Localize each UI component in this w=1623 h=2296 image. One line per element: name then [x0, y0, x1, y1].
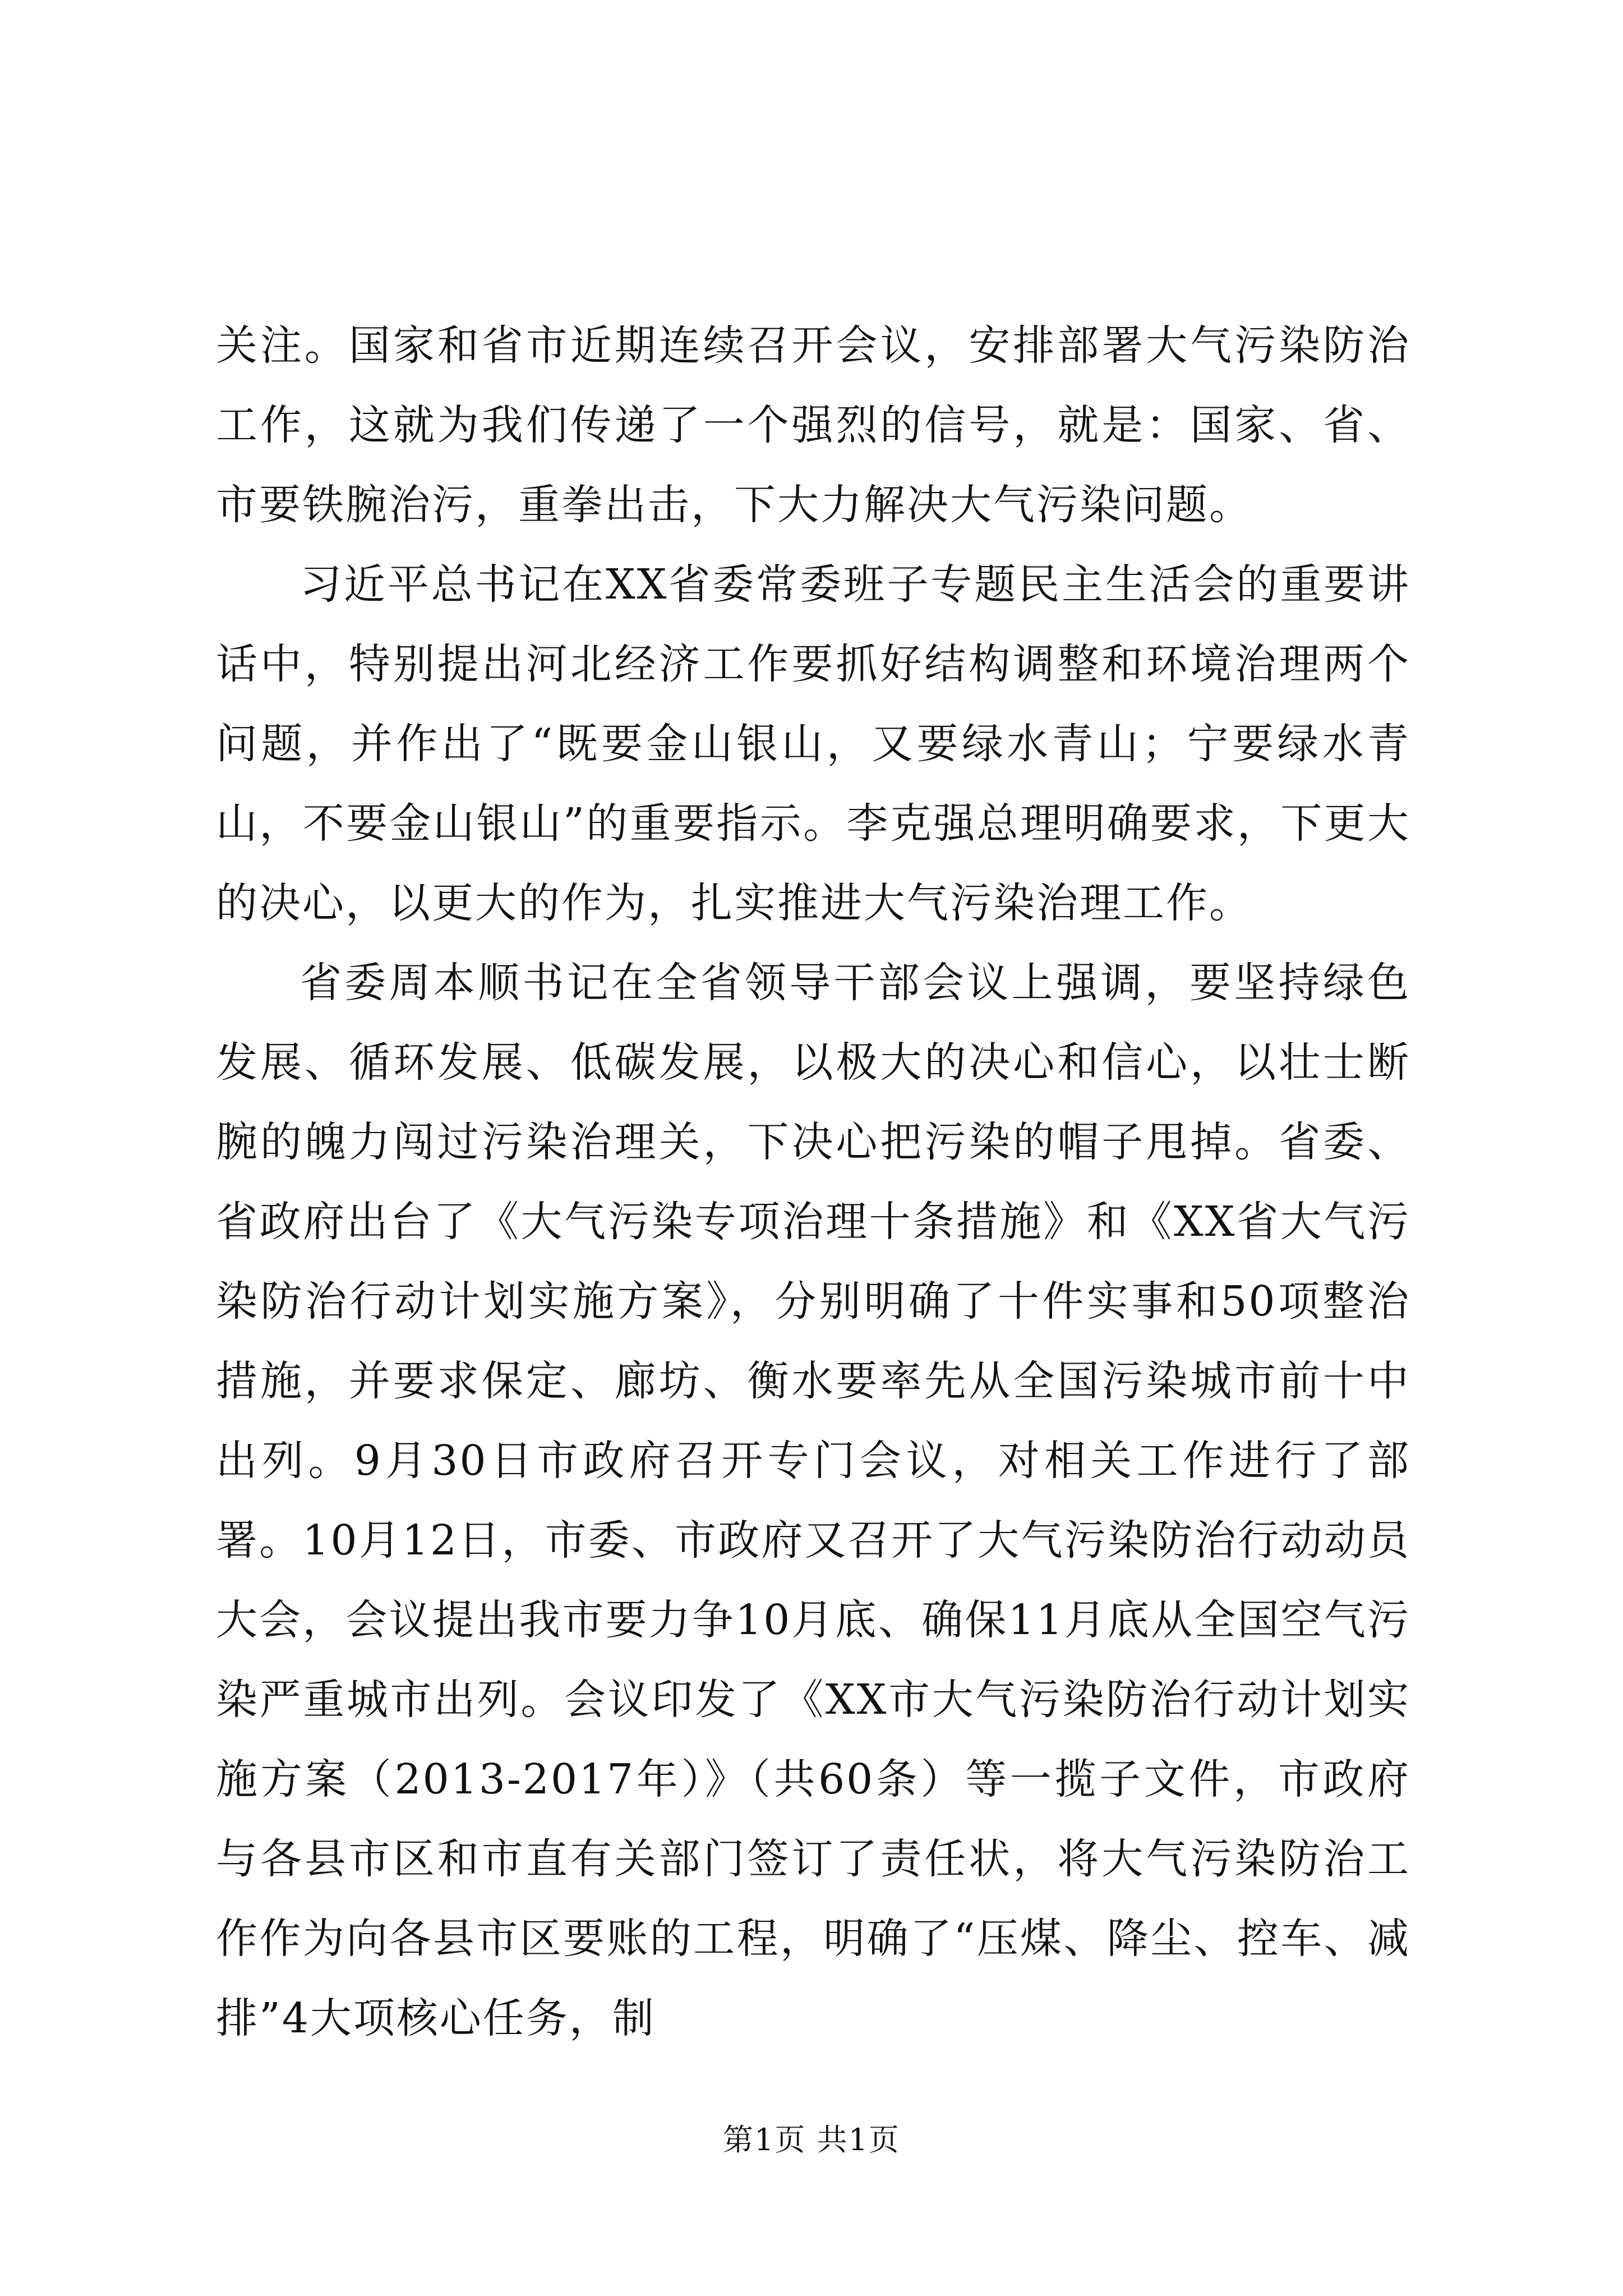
paragraph-2: 习近平总书记在XX省委常委班子专题民主生活会的重要讲话中，特别提出河北经济工作要抓好结构调整和环境治理两个问题，并作出了“既要金山银山，又要绿水青山；宁要绿水青山，不要金山银山”的重要指示。李克强总理明确要求，下更大的决心，以更大的作为，扎实推进大气污染治理工作。 — [216, 560, 1410, 927]
paragraph-3: 省委周本顺书记在全省领导干部会议上强调，要坚持绿色发展、循环发展、低碳发展，以极大的决心和信心，以壮士断腕的魄力闯过污染治理关，下决心把污染的帽子甩掉。省委、省政府出台了《大气污染专项治理十条措施》和《XX省大气污染防治行动计划实施方案》，分别明确了十件实事和50项整治措施，并要求保定、廊坊、衡水要率先从全国污染城市前十中出列。9月30日市政府召开专门会议，对相关工作进行了部署。10月12日，市委、市政府又召开了大气污染防治行动动员大会，会议提出我市要力争10月底、确保11月底从全国空气污染严重城市出列。会议印发了《XX市大气污染防治行动计划实施方案（2013-2017年）》（共60条）等一揽子文件，市政府与各县市区和市直有关部门签订了责任状，将大气污染防治工作作为向各县市区要账的工程，明确了“压煤、降尘、控车、减排”4大项核心任务，制 — [216, 959, 1410, 2042]
page-footer: 第1页 共1页 — [723, 2122, 900, 2157]
paragraph-1: 关注。国家和省市近期连续召开会议，安排部署大气污染防治工作，这就为我们传递了一个强烈的信号，就是：国家、省、市要铁腕治污，重拳出击，下大力解决大气污染问题。 — [216, 321, 1410, 529]
document-body — [216, 306, 1410, 2058]
